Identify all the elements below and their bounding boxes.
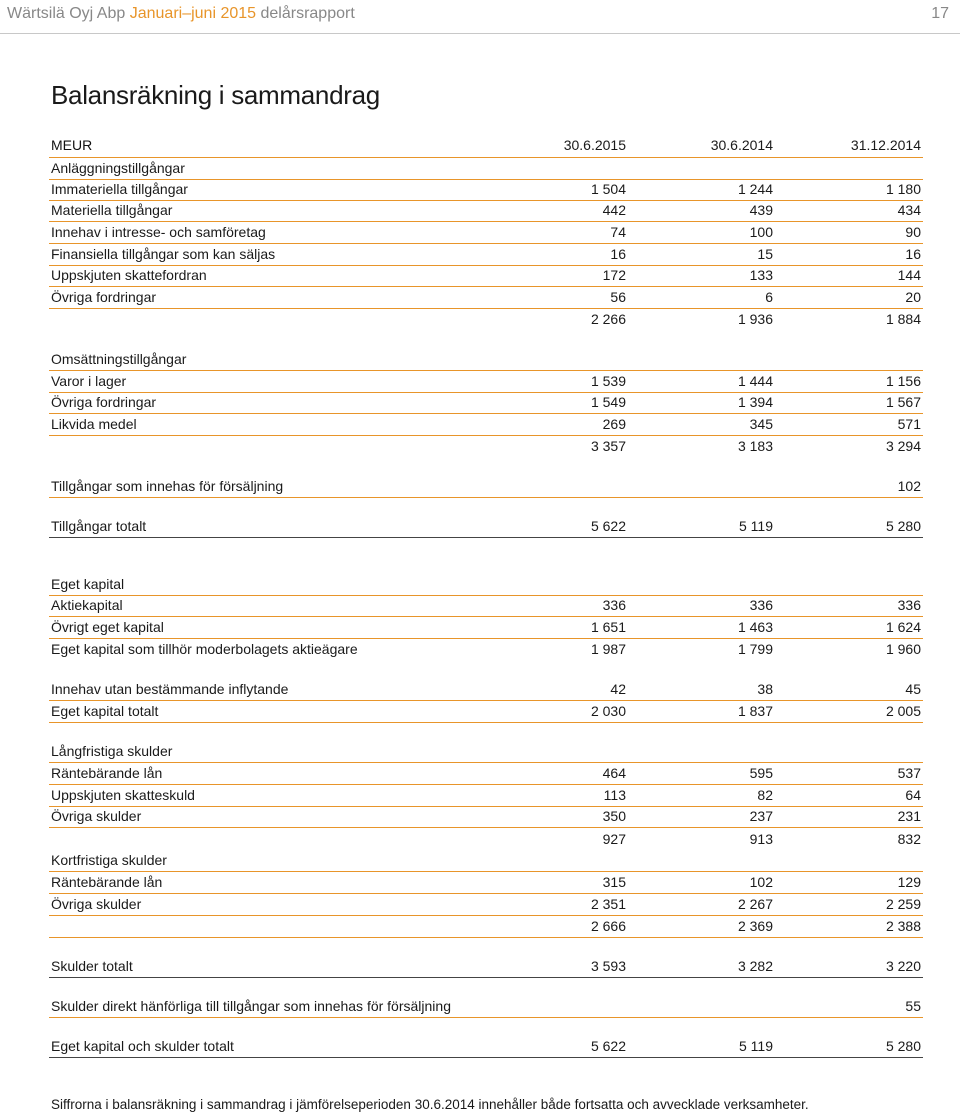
cell-31-12-2014: 571 [897,416,921,432]
cell-31-12-2014: 55 [905,998,921,1014]
cell-30-6-2015: 42 [610,681,626,697]
table-header-row [49,135,923,157]
cell-30-6-2014: 102 [749,874,773,890]
cell-30-6-2015: 1 504 [590,181,626,197]
cell-30-6-2014: 100 [749,224,773,240]
row-label: Innehav i intresse- och samföretag [51,224,266,240]
cell-30-6-2014: 1 463 [737,619,773,635]
row-label: Uppskjuten skatteskuld [51,787,195,803]
table-row [49,1036,923,1058]
row-label: Eget kapital som tillhör moderbolagets aktieägare [51,641,358,657]
cell-30-6-2014: 595 [749,765,773,781]
cell-30-6-2014: 913 [749,831,773,847]
total-rule [49,537,923,538]
table-row [49,287,923,309]
cell-30-6-2015: 927 [602,831,626,847]
table-row [49,265,923,287]
table-row [49,679,923,701]
cell-30-6-2015: 336 [602,597,626,613]
footnote: Siffrorna i balansräkning i sammandrag i jämförelseperioden 30.6.2014 innehåller både fortsatta och avvecklade verksamheter. [51,1097,809,1112]
row-label: Tillgångar totalt [51,518,147,534]
row-label: Långfristiga skulder [51,743,173,759]
cell-30-6-2014: 345 [749,416,773,432]
row-label: Kortfristiga skulder [51,852,167,868]
row-label: Eget kapital och skulder totalt [51,1038,234,1054]
report-period: Januari–juni 2015 [129,5,257,22]
row-label: Skulder totalt [51,958,133,974]
cell-31-12-2014: 129 [897,874,921,890]
table-row [49,414,923,436]
cell-30-6-2015: 2 666 [590,918,626,934]
table-row [49,595,923,617]
cell-31-12-2014: 90 [905,224,921,240]
cell-30-6-2015: 269 [602,416,626,432]
cell-31-12-2014: 832 [897,831,921,847]
cell-31-12-2014: 20 [905,289,921,305]
cell-30-6-2014: 336 [749,597,773,613]
table-row [49,617,923,639]
cell-31-12-2014: 3 220 [885,958,921,974]
row-label: Aktiekapital [51,597,123,613]
cell-31-12-2014: 64 [905,787,921,803]
cell-30-6-2015: 172 [602,267,626,283]
cell-30-6-2014: 5 119 [739,1038,773,1054]
cell-31-12-2014: 2 259 [885,896,921,912]
cell-31-12-2014: 336 [897,597,921,613]
cell-31-12-2014: 1 624 [885,619,921,635]
cell-31-12-2014: 1 180 [885,181,921,197]
column-header-2: 30.6.2014 [710,137,773,153]
row-label: Övriga skulder [51,896,142,912]
cell-30-6-2014: 2 267 [737,896,773,912]
table-row [49,371,923,393]
cell-30-6-2015: 315 [602,874,626,890]
cell-31-12-2014: 102 [897,478,921,494]
row-label: Räntebärande lån [51,765,163,781]
page-number: 17 [931,5,949,22]
row-rule [49,497,923,498]
table-row [49,574,923,596]
row-label: Skulder direkt hänförliga till tillgångar som innehas för försäljning [51,998,451,1014]
cell-30-6-2014: 3 183 [737,438,773,454]
cell-30-6-2015: 1 987 [590,641,626,657]
cell-30-6-2015: 464 [602,765,626,781]
cell-31-12-2014: 2 388 [885,918,921,934]
cell-30-6-2015: 3 357 [590,438,626,454]
cell-31-12-2014: 1 156 [885,373,921,389]
cell-30-6-2015: 113 [603,787,626,803]
cell-30-6-2014: 1 244 [737,181,773,197]
row-rule [49,937,923,938]
cell-31-12-2014: 1 960 [885,641,921,657]
table-row [49,763,923,785]
row-label: Varor i lager [51,373,127,389]
row-label: Finansiella tillgångar som kan säljas [51,246,276,262]
cell-30-6-2014: 133 [749,267,773,283]
cell-31-12-2014: 434 [897,202,921,218]
cell-30-6-2014: 6 [765,289,773,305]
cell-31-12-2014: 2 005 [885,703,921,719]
table-row [49,829,923,851]
cell-30-6-2014: 82 [757,787,773,803]
total-rule [49,1057,923,1058]
table-row [49,349,923,371]
table-row [49,222,923,244]
cell-30-6-2015: 1 549 [590,394,626,410]
row-label: Eget kapital [51,576,125,592]
cell-30-6-2015: 3 593 [590,958,626,974]
row-rule [49,1017,923,1018]
cell-30-6-2015: 2 030 [590,703,626,719]
cell-30-6-2015: 1 651 [590,619,626,635]
column-header-1: 30.6.2015 [563,137,626,153]
cell-30-6-2014: 15 [757,246,773,262]
cell-31-12-2014: 231 [897,808,921,824]
cell-30-6-2015: 56 [610,289,626,305]
cell-30-6-2014: 1 799 [737,641,773,657]
cell-30-6-2015: 1 539 [590,373,626,389]
row-label: Innehav utan bestämmande inflytande [51,681,289,697]
row-rule [49,722,923,723]
table-row [49,806,923,828]
row-label: Eget kapital totalt [51,703,159,719]
cell-30-6-2015: 5 622 [590,1038,626,1054]
table-row [49,956,923,978]
company-name: Wärtsilä Oyj Abp [7,5,126,22]
row-label: Övriga fordringar [51,394,157,410]
cell-31-12-2014: 5 280 [885,1038,921,1054]
cell-30-6-2015: 74 [610,224,626,240]
cell-30-6-2014: 1 444 [737,373,773,389]
cell-30-6-2014: 439 [749,202,773,218]
row-label: Anläggningstillgångar [51,160,185,176]
row-label: Räntebärande lån [51,874,163,890]
table-row [49,392,923,414]
table-row [49,309,923,331]
cell-30-6-2014: 237 [749,808,773,824]
table-row [49,785,923,807]
table-row [49,158,923,180]
row-label: Likvida medel [51,416,137,432]
table-row [49,200,923,222]
table-row [49,639,923,661]
cell-31-12-2014: 1 567 [885,394,921,410]
table-row [49,894,923,916]
row-label: Uppskjuten skattefordran [51,267,207,283]
table-row [49,476,923,498]
cell-31-12-2014: 537 [897,765,921,781]
cell-30-6-2014: 2 369 [737,918,773,934]
column-header-3: 31.12.2014 [850,137,921,153]
table-row [49,179,923,201]
cell-30-6-2015: 16 [610,246,626,262]
row-label: Omsättningstillgångar [51,351,187,367]
table-row [49,516,923,538]
cell-30-6-2015: 5 622 [590,518,626,534]
cell-31-12-2014: 5 280 [885,518,921,534]
cell-30-6-2014: 1 394 [737,394,773,410]
total-rule [49,977,923,978]
row-label: Immateriella tillgångar [51,181,188,197]
cell-30-6-2015: 2 266 [590,311,626,327]
cell-30-6-2015: 350 [602,808,626,824]
table-row [49,916,923,938]
row-label: Övrigt eget kapital [51,619,164,635]
cell-30-6-2014: 1 936 [737,311,773,327]
column-header-unit: MEUR [51,137,93,153]
cell-30-6-2014: 5 119 [739,518,773,534]
row-label: Tillgångar som innehas för försäljning [51,478,284,494]
cell-31-12-2014: 16 [905,246,921,262]
cell-30-6-2014: 38 [757,681,773,697]
cell-31-12-2014: 45 [905,681,921,697]
cell-31-12-2014: 3 294 [885,438,921,454]
report-type: delårsrapport [260,5,355,22]
cell-30-6-2015: 2 351 [590,896,626,912]
cell-30-6-2014: 3 282 [737,958,773,974]
table-row [49,872,923,894]
cell-31-12-2014: 144 [897,267,921,283]
page-title: Balansräkning i sammandrag [51,80,380,110]
cell-30-6-2015: 442 [602,202,626,218]
cell-30-6-2014: 1 837 [737,703,773,719]
table-row [49,436,923,458]
table-row [49,996,923,1018]
cell-31-12-2014: 1 884 [885,311,921,327]
table-row [49,741,923,763]
table-row [49,244,923,266]
row-rule [49,827,923,828]
table-row [49,850,923,872]
row-label: Materiella tillgångar [51,202,173,218]
row-label: Övriga fordringar [51,289,157,305]
table-row [49,701,923,723]
row-label: Övriga skulder [51,808,142,824]
